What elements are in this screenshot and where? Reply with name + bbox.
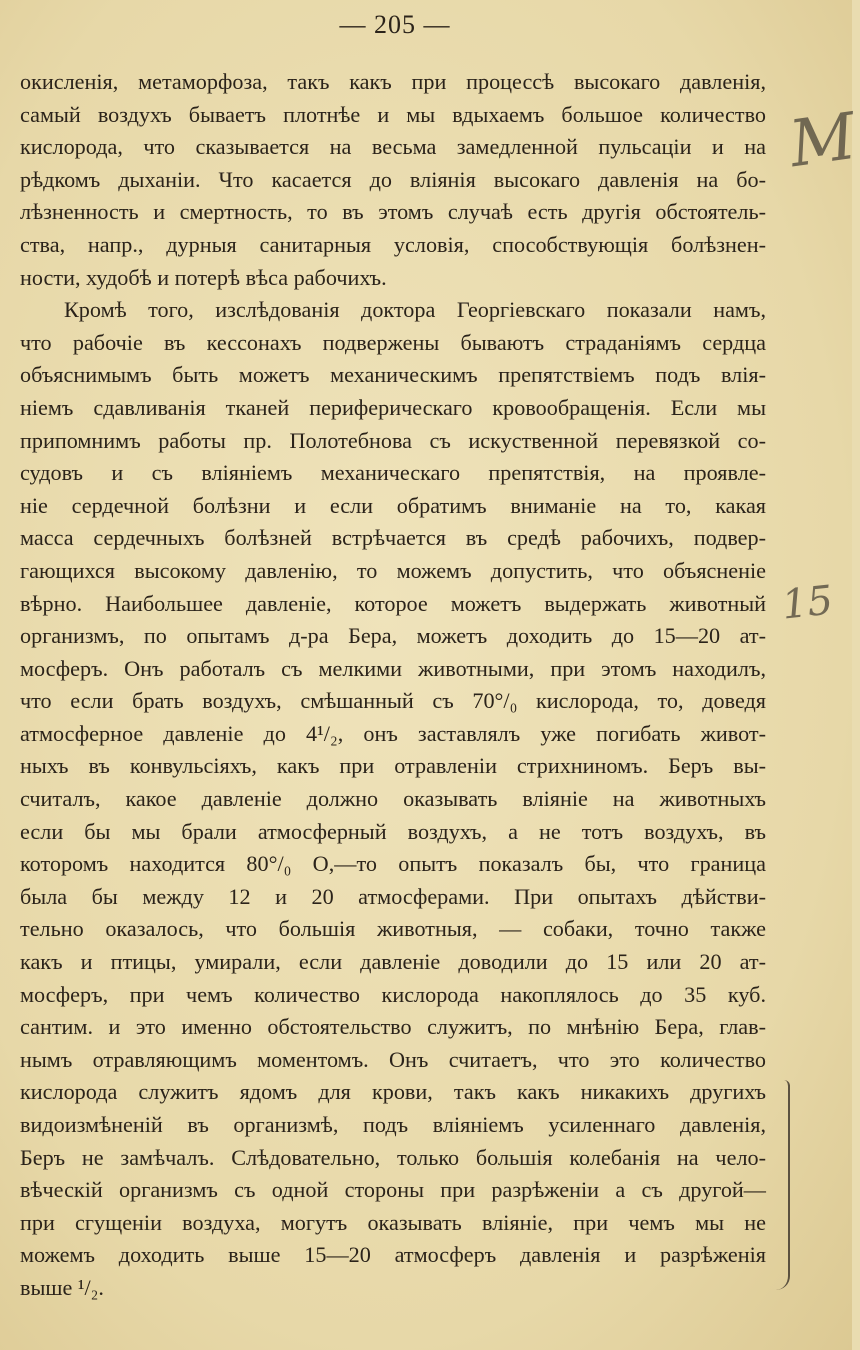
text-line: ныхъ въ конвульсіяхъ, какъ при отравленіи стрихниномъ. Беръ вы- — [20, 753, 766, 779]
text-line: атмосферное давленіе до 4¹/₂, онъ заставлялъ уже погибать живот- — [20, 720, 766, 746]
text-line: что если брать воздухъ, смѣшанный съ 70°/₀ кислорода, то, доведя — [20, 688, 766, 714]
margin-annotation-top: M — [785, 99, 860, 183]
text-line: кислорода служитъ ядомъ для крови, такъ какъ никакихъ другихъ — [20, 1079, 766, 1105]
text-line: сантим. и это именно обстоятельство служитъ, по мнѣнію Бера, глав- — [20, 1014, 766, 1040]
text-line: Беръ не замѣчалъ. Слѣдовательно, только большія колебанія на чело- — [20, 1144, 766, 1170]
text-line: организмъ, по опытамъ д-ра Бера, можетъ доходить до 15—20 ат- — [20, 623, 766, 649]
text-line: которомъ находится 80°/₀ O,—то опытъ показалъ бы, что граница — [20, 851, 766, 877]
text-line: при сгущеніи воздуха, могутъ оказывать вліяніе, при чемъ мы не — [20, 1209, 766, 1235]
text-line: судовъ и съ вліяніемъ механическаго препятствія, на проявле- — [20, 460, 766, 486]
text-line: нымъ отравляющимъ моментомъ. Онъ считаетъ, что это количество — [20, 1046, 766, 1072]
text-line: гающихся высокому давленію, то можемъ допустить, что объясненіе — [20, 557, 766, 583]
text-line: Кромѣ того, изслѣдованія доктора Георгіевскаго показали намъ, — [64, 297, 766, 323]
text-line: видоизмѣненій въ организмѣ, подъ вліяніемъ усиленнаго давленія, — [20, 1112, 766, 1137]
text-line: вѣческій организмъ съ одной стороны при разрѣженіи а съ другой— — [20, 1177, 766, 1203]
text-line: тельно оказалось, что большія животныя, — собаки, точно также — [20, 916, 766, 942]
text-line: мосферъ. Онъ работалъ съ мелкими животными, при этомъ находилъ, — [20, 655, 766, 681]
text-line: ніе сердечной болѣзни и если обратимъ вниманіе на то, какая — [20, 492, 766, 518]
text-line: масса сердечныхъ болѣзней встрѣчается въ средѣ рабочихъ, подвер- — [20, 525, 766, 551]
text-line: ніемъ сдавливанія тканей периферическаго кровообращенія. Если мы — [20, 394, 766, 420]
text-line: выше ¹/₂. — [20, 1274, 104, 1300]
text-line: была бы между 12 и 20 атмосферами. При опытахъ дѣйстви- — [20, 883, 766, 909]
text-line: мосферъ, при чемъ количество кислорода накоплялось до 35 куб. — [20, 981, 766, 1007]
text-line: что рабочіе въ кессонахъ подвержены бываютъ страданіямъ сердца — [20, 329, 766, 355]
text-line: можемъ доходить выше 15—20 атмосферъ давленія и разрѣженія — [20, 1242, 766, 1268]
text-line: окисленія, метаморфоза, такъ какъ при процессѣ высокаго давленія, — [20, 69, 766, 94]
text-line: объяснимымъ быть можетъ механическимъ препятствіемъ подъ влія- — [20, 362, 766, 388]
text-line: рѣдкомъ дыханіи. Что касается до вліянія высокаго давленія на бо- — [20, 166, 766, 192]
text-line: считалъ, какое давленіе должно оказывать вліяніе на животныхъ — [20, 786, 766, 812]
body-text — [20, 66, 766, 1305]
page-number: — 205 — — [339, 10, 451, 39]
text-line: если бы мы брали атмосферный воздухъ, а не тотъ воздухъ, въ — [20, 818, 766, 844]
text-line: лѣзненность и смертность, то въ этомъ случаѣ есть другія обстоятель- — [20, 199, 766, 225]
margin-bracket — [774, 1080, 790, 1290]
text-line: вѣрно. Наибольшее давленіе, которое можетъ выдержать животный — [20, 590, 766, 616]
text-line: ства, напр., дурныя санитарныя условія, способствующія болѣзнен- — [20, 231, 766, 257]
text-line: кислорода, что сказывается на весьма замедленной пульсаціи и на — [20, 134, 766, 160]
margin-annotation-middle: 15 — [779, 577, 836, 629]
text-line: припомнимъ работы пр. Полотебнова съ искуственной перевязкой со- — [20, 427, 766, 453]
text-line: ности, худобѣ и потерѣ вѣса рабочихъ. — [20, 264, 387, 290]
text-line: самый воздухъ бываетъ плотнѣе и мы вдыхаемъ большое количество — [20, 101, 766, 127]
text-line: какъ и птицы, умирали, если давленіе доводили до 15 или 20 ат- — [20, 949, 766, 975]
